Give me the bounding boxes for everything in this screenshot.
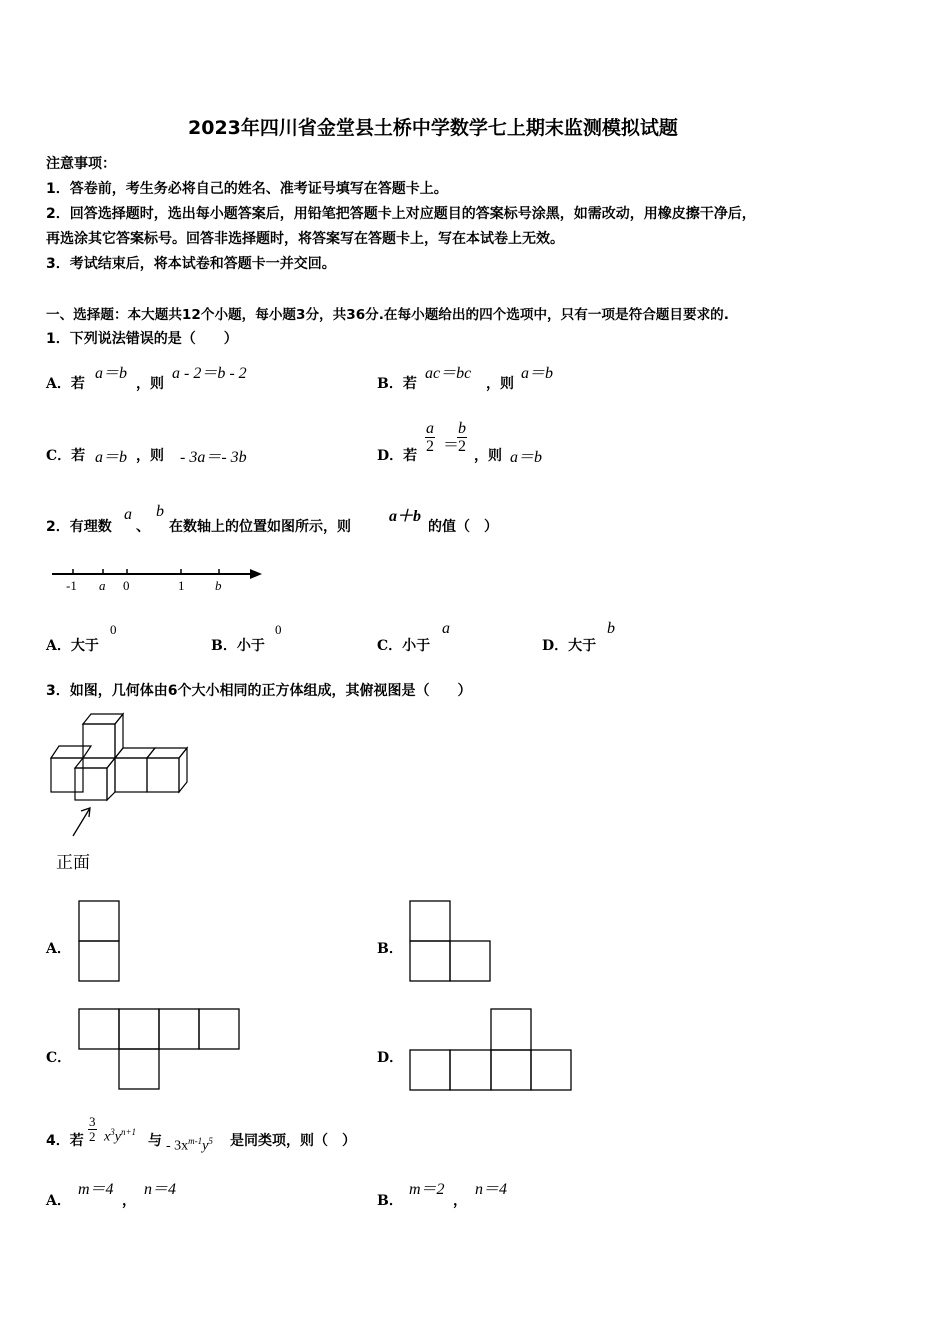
q1-b-result: a＝b: [521, 365, 554, 382]
q2-b-value: 0: [275, 622, 282, 637]
q3-option-c-figure[interactable]: [78, 1008, 244, 1092]
q4-b-comma: ，: [453, 1193, 467, 1209]
axis-label-one: 1: [178, 578, 185, 593]
q1-d-equals: ＝: [443, 437, 460, 454]
number-line-arrow: [250, 569, 262, 579]
q3-option-a-figure[interactable]: [78, 900, 122, 984]
cube-solid-figure: [46, 708, 196, 844]
q4-option-a[interactable]: A．: [46, 1193, 71, 1209]
q2-expression: a＋b: [389, 508, 422, 525]
q4-a-m: m＝4: [78, 1181, 114, 1198]
q1-option-b[interactable]: B．若: [377, 376, 417, 392]
q4-b-m: m＝2: [409, 1181, 445, 1198]
q2-a-value: 0: [110, 622, 117, 637]
q4-with: 与: [148, 1133, 162, 1149]
axis-label-zero: 0: [123, 578, 130, 593]
q1-d-fraction-b: $\frac{b}{2}$: [458, 420, 466, 455]
notice-item-2: 2．回答选择题时，选出每小题答案后，用铅笔把答题卡上对应题目的答案标号涂黑，如需改动，用橡皮擦干净后，: [46, 206, 756, 222]
q2-option-a[interactable]: A．大于: [46, 638, 99, 654]
q1-option-a[interactable]: A．若: [46, 376, 85, 392]
q3-option-c[interactable]: C．: [46, 1050, 72, 1066]
q1-c-condition: a＝b: [95, 449, 128, 466]
front-view-label: 正面: [56, 853, 90, 873]
q2-d-value: b: [607, 620, 615, 637]
q2-var-b: b: [156, 503, 164, 520]
q1-d-then: ，则: [474, 448, 502, 464]
axis-label-a: a: [99, 578, 106, 593]
q4-b-n: n＝4: [475, 1181, 508, 1198]
q4-fraction: $\frac{3}{2}$: [89, 1114, 96, 1144]
q2-var-a: a: [124, 506, 132, 523]
q4-term-2: - $3x^{m-1}y^5$: [166, 1136, 213, 1154]
q4-a-comma: ，: [122, 1193, 136, 1209]
q4-stem-end: 是同类项，则（ ）: [230, 1133, 356, 1149]
q3-option-b[interactable]: B．: [377, 941, 403, 957]
section-heading: 一、选择题：本大题共12个小题，每小题3分，共36分.在每小题给出的四个选项中，只有一项是符合题目要求的.: [46, 307, 729, 323]
q4-stem-start: 4．若: [46, 1133, 84, 1149]
q2-option-d[interactable]: D．大于: [542, 638, 597, 654]
q1-a-condition: a＝b: [95, 365, 128, 382]
q4-option-b[interactable]: B．: [377, 1193, 403, 1209]
q1-d-fraction-a: $\frac{a}{2}$: [426, 420, 434, 455]
q1-d-result: a＝b: [510, 449, 543, 466]
q3-option-a[interactable]: A．: [46, 941, 71, 957]
q4-term-1: $x^3y^{n+1}$: [104, 1127, 137, 1145]
q2-option-c[interactable]: C．小于: [377, 638, 431, 654]
axis-label-minus-one: -1: [66, 578, 77, 593]
q2-c-value: a: [442, 620, 450, 637]
q1-b-then: ，则: [486, 376, 514, 392]
q3-stem: 3．如图，几何体由6个大小相同的正方体组成，其俯视图是（ ）: [46, 683, 472, 699]
q2-separator: 、: [136, 519, 150, 535]
q1-a-then: ，则: [136, 376, 164, 392]
q2-option-b[interactable]: B．小于: [211, 638, 265, 654]
q2-stem-start: 2．有理数: [46, 519, 112, 535]
number-line-figure: [48, 563, 268, 597]
q1-c-then: ，则: [136, 448, 164, 464]
notice-item-3: 3．考试结束后，将本试卷和答题卡一并交回。: [46, 256, 336, 272]
q1-stem: 1．下列说法错误的是（ ）: [46, 331, 238, 347]
q1-c-result: - 3a＝- 3b: [180, 449, 247, 466]
q3-option-d[interactable]: D．: [377, 1050, 404, 1066]
q3-option-b-figure[interactable]: [409, 900, 494, 984]
notice-heading: 注意事项：: [46, 156, 116, 172]
q1-option-c[interactable]: C．若: [46, 448, 86, 464]
notice-item-2-cont: 再选涂其它答案标号。回答非选择题时，将答案写在答题卡上，写在本试卷上无效。: [46, 231, 564, 247]
q4-a-n: n＝4: [144, 1181, 177, 1198]
q1-b-condition: ac＝bc: [425, 365, 472, 382]
q2-stem-end: 的值（ ）: [428, 519, 498, 535]
q1-option-d[interactable]: D．若: [377, 448, 418, 464]
page-title: 2023年四川省金堂县土桥中学数学七上期末监测模拟试题: [188, 117, 678, 139]
q2-stem-mid: 在数轴上的位置如图所示，则: [169, 519, 351, 535]
notice-item-1: 1．答卷前，考生务必将自己的姓名、准考证号填写在答题卡上。: [46, 181, 448, 197]
q3-option-d-figure[interactable]: [409, 1008, 575, 1092]
axis-label-b: b: [215, 578, 222, 593]
q1-a-result: a - 2＝b - 2: [172, 365, 247, 382]
